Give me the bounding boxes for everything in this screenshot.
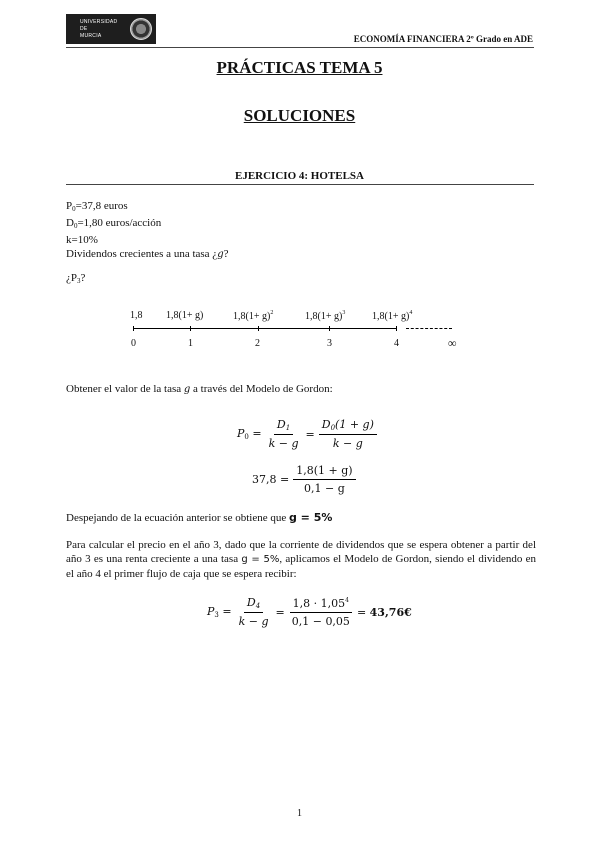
given-p0: $P_0=37,8$ euros bbox=[66, 200, 128, 213]
timeline-period-1: 1 bbox=[188, 338, 193, 349]
timeline-label-1: 1,8(1+ g) bbox=[166, 310, 204, 321]
university-seal-icon bbox=[130, 18, 152, 40]
gordon-formula: $P_0$ = $\frac{D_1}{k - g}$ = $\frac{D_0(1 + g)}{k - g}$ bbox=[237, 418, 381, 450]
timeline-tick bbox=[190, 326, 191, 331]
substituted-formula: 37,8 = $\frac{1,8(1 + g)}{0,1 - g}$ bbox=[252, 464, 360, 495]
timeline-period-0: 0 bbox=[131, 338, 136, 349]
timeline-tick bbox=[258, 326, 259, 331]
fraction: $\frac{D_1}{k - g}$ bbox=[268, 418, 299, 450]
timeline-tick bbox=[329, 326, 330, 331]
timeline-infinity: ∞ bbox=[448, 336, 457, 350]
logo-text: UNIVERSIDAD DE MURCIA bbox=[80, 18, 118, 39]
timeline-label-2: $1,8(1+ g)^2$ bbox=[233, 310, 274, 322]
fraction: $\frac{1,8(1 + g)}{0,1 - g}$ bbox=[293, 464, 355, 495]
timeline-period-3: 3 bbox=[327, 338, 332, 349]
fraction: $\frac{D_0(1 + g)}{k - g}$ bbox=[319, 418, 377, 450]
given-k: k=10% bbox=[66, 234, 98, 246]
exercise-divider bbox=[66, 184, 534, 185]
timeline-period-2: 2 bbox=[255, 338, 260, 349]
fraction: $\frac{D_4}{k - g}$ bbox=[238, 596, 269, 628]
given-data bbox=[66, 199, 228, 262]
explanation-paragraph: Para calcular el precio en el año 3, dado que la corriente de dividendos que se espera obtener a partir del año 3 es una renta creciente a una tasa g = 5%, aplicamos el Modelo de Gordon, siendo el dividendo en el año 4 el primer flujo de caja que se espera recibir: bbox=[66, 539, 537, 580]
dividend-timeline bbox=[66, 300, 536, 360]
price-formula: $P_3$ = $\frac{D_4}{k - g}$ = $\frac{1,8 \cdot 1,05^4}{0,1 - 0,05}$ = 43,76€ bbox=[207, 596, 412, 628]
price-result: 43,76€ bbox=[369, 605, 412, 619]
given-d0: $D_0=1,80$ euros/acción bbox=[66, 217, 162, 230]
given-growth: Dividendos crecientes a una tasa ¿g? bbox=[66, 248, 229, 260]
timeline-label-3: $1,8(1+ g)^3$ bbox=[305, 310, 346, 322]
page-subtitle: SOLUCIONES bbox=[243, 106, 356, 125]
page-number: 1 bbox=[297, 808, 302, 819]
timeline-period-4: 4 bbox=[394, 338, 399, 349]
fraction: $\frac{1,8 \cdot 1,05^4}{0,1 - 0,05}$ bbox=[289, 597, 353, 628]
timeline-tick bbox=[133, 326, 134, 331]
growth-result: Despejando de la ecuación anterior se obtiene que g = 5% bbox=[66, 511, 333, 524]
gordon-intro: Obtener el valor de la tasa g a través del Modelo de Gordon: bbox=[66, 383, 333, 395]
header-divider bbox=[66, 47, 534, 48]
timeline-tick bbox=[396, 326, 397, 331]
university-logo bbox=[66, 14, 156, 44]
question-p3: ¿$P_3$? bbox=[66, 272, 86, 285]
timeline-axis bbox=[133, 328, 396, 329]
exercise-heading: EJERCICIO 4: HOTELSA bbox=[235, 170, 364, 182]
timeline-label-4: $1,8(1+ g)^4$ bbox=[372, 310, 413, 322]
course-header: ECONOMÍA FINANCIERA 2º Grado en ADE bbox=[353, 34, 533, 44]
page-title: PRÁCTICAS TEMA 5 bbox=[216, 58, 383, 77]
timeline-label-0: 1,8 bbox=[130, 310, 143, 321]
timeline-continuation bbox=[406, 328, 452, 329]
